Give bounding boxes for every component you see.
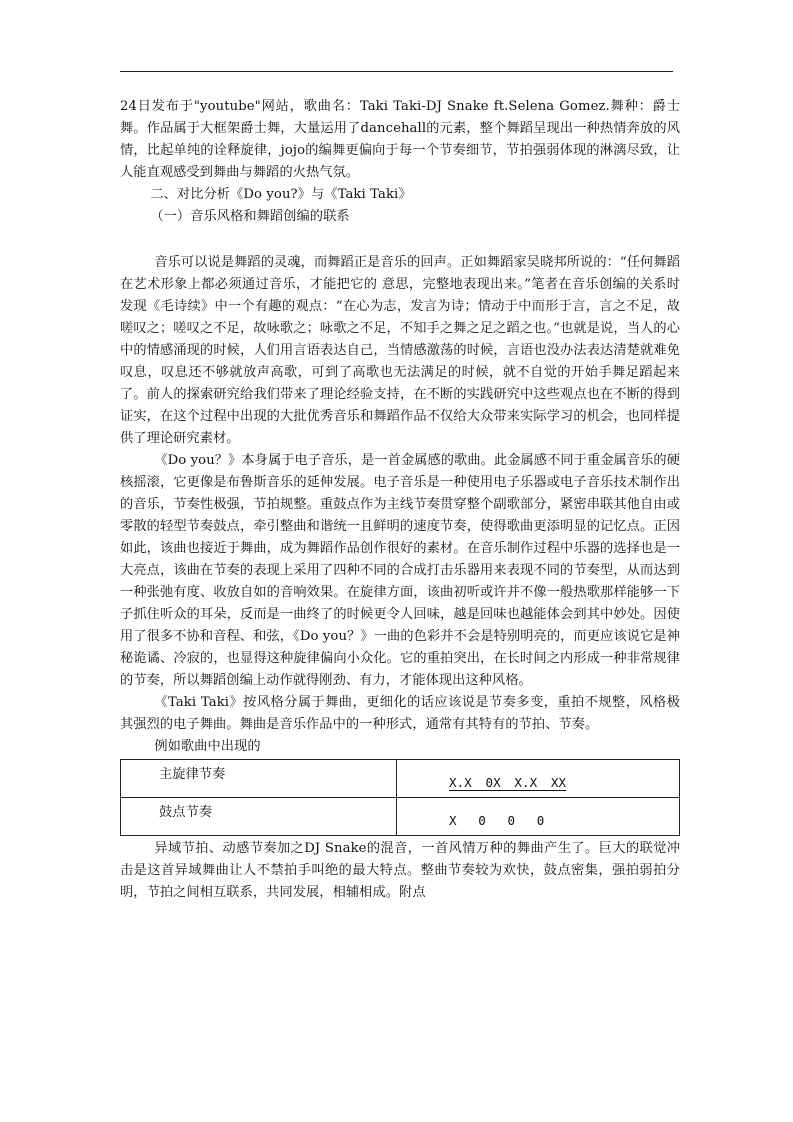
subsection-heading: （一）音乐风格和舞蹈创编的联系 [150,209,350,224]
rhythm-label-drum: 鼓点节奏 [121,798,397,836]
paragraph-intro: 24日发布于"youtube"网站，歌曲名：Taki Taki-DJ Snake ft.Selena Gomez.舞种：爵士舞。作品属于大框架爵士舞，大量运用了dancehall的元素，整个舞蹈呈现出一种热情奔放的风情，比起单纯的诠释旋律，jojo的编舞更偏向于每一个节奏细节，节拍强弱体现的淋漓尽致，让人能直观感受到舞曲与舞蹈的火热气氛。 [120,99,680,180]
rhythm-table [120,759,680,836]
header-rule [120,71,673,72]
paragraph-do-you: 《Do you？》本身属于电子音乐，是一首金属感的歌曲。此金属感不同于重金属音乐的硬核摇滚，它更像是布鲁斯音乐的延伸发展。电子音乐是一种使用电子乐器或电子音乐技术制作出的音乐，节奏性极强，节拍规整。重鼓点作为主线节奏贯穿整个副歌部分，紧密串联其他自由或零散的轻型节奏鼓点，牵引整曲和谐统一且鲜明的速度节奏，使得歌曲更添明显的记忆点。正因如此，该曲也接近于舞曲，成为舞蹈作品创作很好的素材。在音乐制作过程中乐器的选择也是一大亮点，该曲在节奏的表现上采用了四种不同的合成打击乐器用来表现不同的节奏型，从而达到一种张弛有度、收放自如的音响效果。在旋律方面，该曲初听或许并不像一般热歌那样能够一下子抓住听众的耳朵，反而是一曲终了的时候更令人回味，越是回味也越能体会到其中妙处。因使用了很多不协和音程、和弦，《Do you？》一曲的色彩并不会是特别明亮的，而更应该说它是神秘诡谲、冷寂的，也显得这种旋律偏向小众化。它的重拍突出，在长时间之内形成一种非常规律的节奏，所以舞蹈创编上动作就得刚劲、有力，才能体现出这种风格。 [120,453,680,688]
rhythm-label-main: 主旋律节奏 [121,760,397,798]
section-heading: 二、对比分析《Do you?》与《Taki Taki》 [150,187,412,202]
document-body [120,96,680,904]
rhythm-value-drum-cell [397,798,680,836]
paragraph-music-soul: 音乐可以说是舞蹈的灵魂，而舞蹈正是音乐的回声。正如舞蹈家吴晓邦所说的：“任何舞蹈在艺术形象上都必须通过音乐，才能把它的 意思，完整地表现出来。”笔者在音乐创编的关系时发现《毛诗续》中一个有趣的观点：“在心为志，发言为诗；情动于中而形于言，言之不足，故嗟叹之；嗟叹之不足，故咏歌之；咏歌之不足，不知手之舞之足之蹈之也。”也就是说，当人的心中的情感涌现的时候，人们用言语表达自己，当情感激荡的时候，言语也没办法表达清楚就难免叹息，叹息还不够就放声高歌，可到了高歌也无法满足的时候，就不自觉的开始手舞足蹈起来了。前人的探索研究给我们带来了理论经验支持，在不断的实践研究中这些观点也在不断的得到证实，在这个过程中出现的大批优秀音乐和舞蹈作品不仅给大众带来实际学习的机会，也同样提供了理论研究素材。 [120,255,680,446]
table-row [121,798,680,836]
paragraph-exotic-beat: 异域节拍、动感节奏加之DJ Snake的混音，一首风情万种的舞曲产生了。巨大的联觉冲击是这首异域舞曲让人不禁拍手叫绝的最大特点。整曲节奏较为欢快，鼓点密集，强拍弱拍分明，节拍之间相互联系，共同发展，相辅相成。附点 [120,841,680,900]
rhythm-value-drum: X 0 0 0 [449,813,545,828]
table-row [121,760,680,798]
paragraph-taki-taki: 《Taki Taki》按风格分属于舞曲，更细化的话应该说是节奏多变，重拍不规整，风格极其强烈的电子舞曲。舞曲是音乐作品中的一种形式，通常有其特有的节拍、节奏。 [120,695,680,732]
paragraph-example-intro: 例如歌曲中出现的 [154,739,261,754]
rhythm-value-main: X.X 0X X.X XX [449,775,567,790]
rhythm-value-main-cell [397,760,680,798]
